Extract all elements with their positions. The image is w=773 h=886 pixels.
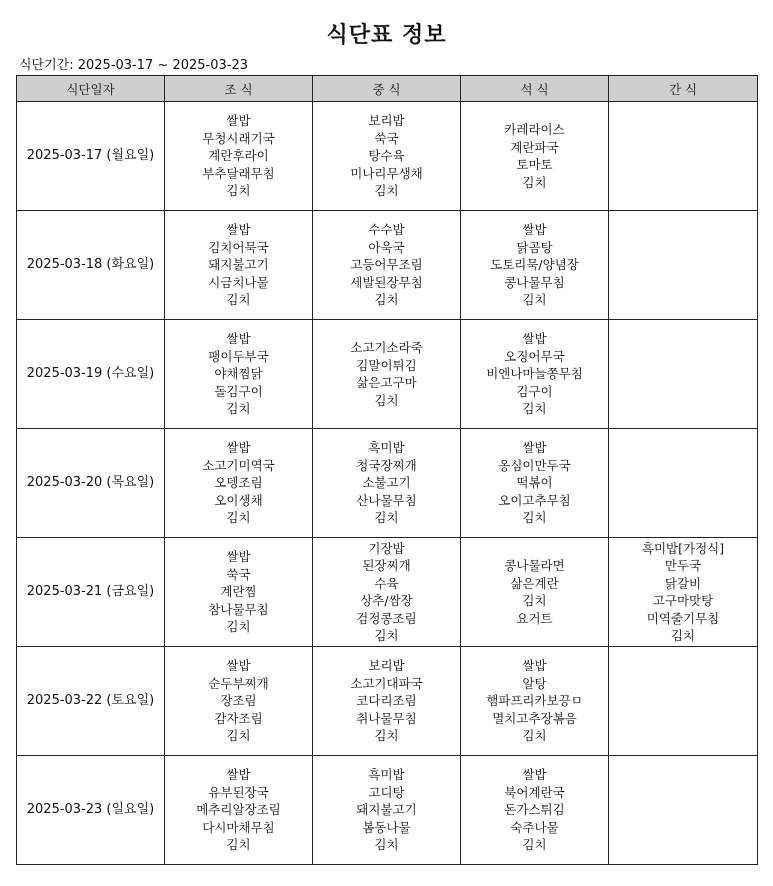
table-header-row (17, 76, 758, 102)
meal-date-cell: 2025-03-17 (월요일) (17, 102, 165, 211)
table-row (17, 429, 758, 538)
menu-item: 시금치나물 (208, 274, 269, 290)
page-title: 식단표 정보 (326, 23, 447, 48)
menu-item: 옹심이만두국 (498, 457, 571, 473)
menu-item: 쌀밥 (226, 440, 251, 456)
menu-item: 소고기미역국 (202, 457, 275, 473)
menu-item: 미나리무생채 (350, 165, 423, 181)
menu-item: 김치 (374, 628, 399, 643)
table-row (17, 756, 758, 865)
meal-date-cell: 2025-03-23 (일요일) (17, 756, 165, 865)
menu-item: 콩나물라면 (504, 558, 565, 573)
menu-item: 쌀밥 (226, 331, 251, 347)
menu-item: 김치 (226, 619, 251, 635)
menu-item: 김치 (374, 392, 399, 408)
menu-item: 세발된장무침 (350, 274, 423, 290)
menu-item: 김치 (226, 292, 251, 308)
snack-cell (609, 429, 758, 538)
menu-item: 쌀밥 (522, 658, 547, 674)
menu-item: 오이생채 (214, 492, 263, 508)
menu-item: 순두부찌개 (208, 675, 269, 691)
breakfast-cell (165, 429, 313, 538)
menu-item: 미역줄기무침 (646, 610, 720, 626)
menu-item: 알탕 (522, 675, 547, 691)
header-breakfast: 조 식 (165, 76, 313, 102)
lunch-cell (313, 211, 461, 320)
menu-item: 김치 (374, 837, 399, 853)
meal-table-body (17, 102, 758, 865)
menu-item: 계란후라이 (208, 148, 269, 164)
snack-cell (609, 320, 758, 429)
breakfast-cell (165, 102, 313, 211)
menu-item: 쌀밥 (522, 767, 547, 783)
meal-date-cell: 2025-03-20 (목요일) (17, 429, 165, 538)
menu-item: 계란찜 (220, 584, 257, 600)
menu-item: 보리밥 (368, 658, 405, 674)
menu-item: 요거트 (516, 610, 553, 626)
menu-item: 팽이두부국 (208, 348, 269, 364)
menu-item: 탕수육 (368, 148, 405, 164)
menu-item: 김치 (374, 183, 399, 199)
menu-item: 도토리묵/양념장 (490, 257, 579, 273)
menu-item: 상추/쌈장 (360, 593, 413, 608)
menu-item: 떡볶이 (516, 475, 553, 491)
lunch-cell (313, 429, 461, 538)
menu-item: 비엔나마늘쫑무침 (486, 366, 583, 382)
snack-cell (609, 756, 758, 865)
menu-item: 계란파국 (510, 139, 559, 155)
menu-item: 흑미밥 (368, 440, 405, 456)
menu-item: 김치 (226, 510, 251, 526)
menu-item: 숙주나물 (510, 819, 559, 835)
menu-item: 흑미밥 (368, 767, 405, 783)
menu-item: 무청시래기국 (202, 130, 275, 146)
menu-item: 김치 (374, 292, 399, 308)
menu-item: 수육 (374, 575, 399, 591)
dinner-cell (461, 211, 609, 320)
menu-item: 참나물무침 (208, 601, 269, 617)
menu-item: 김치 (522, 593, 547, 608)
breakfast-cell (165, 538, 313, 647)
snack-cell (609, 538, 758, 647)
lunch-cell (313, 647, 461, 756)
menu-item: 검정콩조림 (356, 610, 417, 626)
menu-item: 김치 (374, 510, 399, 526)
menu-item: 콩나물무침 (504, 274, 565, 290)
menu-item: 아욱국 (368, 239, 405, 255)
menu-item: 부추달래무침 (202, 165, 275, 181)
meal-date-cell: 2025-03-19 (수요일) (17, 320, 165, 429)
menu-item: 산나물무침 (356, 492, 417, 508)
menu-item: 고등어무조림 (350, 257, 423, 273)
menu-item: 쌀밥 (522, 222, 547, 238)
menu-item: 쌀밥 (522, 440, 547, 456)
menu-item: 삶은계란 (510, 575, 559, 591)
table-row (17, 647, 758, 756)
menu-item: 감자조림 (214, 710, 263, 726)
menu-item: 만두국 (664, 558, 702, 573)
table-row (17, 211, 758, 320)
menu-item: 닭갈비 (664, 575, 702, 591)
menu-item: 쑥국 (374, 130, 399, 146)
menu-item: 취나물무침 (356, 710, 417, 726)
menu-item: 김치 (522, 728, 547, 744)
menu-item: 카레라이스 (504, 122, 565, 137)
meal-table (16, 75, 758, 865)
menu-item: 된장찌개 (362, 558, 411, 573)
menu-item: 돼지불고기 (208, 257, 269, 273)
menu-item: 봄동나물 (362, 819, 411, 835)
menu-item: 돈가스튀김 (504, 802, 565, 818)
menu-item: 멸치고추장볶음 (492, 710, 577, 726)
dinner-cell (461, 756, 609, 865)
menu-item: 햄파프리카보끙ㅁ (486, 693, 583, 709)
menu-item: 고구마맛탕 (652, 593, 714, 608)
meal-date-cell: 2025-03-18 (화요일) (17, 211, 165, 320)
menu-item: 김치 (522, 292, 547, 308)
meal-period: 식단기간: 2025-03-17 ~ 2025-03-23 (19, 58, 249, 73)
menu-item: 쌀밥 (226, 549, 251, 565)
table-row (17, 538, 758, 647)
header-dinner: 석 식 (461, 76, 609, 102)
snack-cell (609, 647, 758, 756)
menu-item: 고디탕 (368, 784, 405, 800)
menu-item: 김치 (522, 174, 547, 190)
menu-item: 소고기대파국 (350, 675, 423, 691)
menu-item: 김치 (522, 837, 547, 853)
dinner-cell (461, 429, 609, 538)
menu-item: 쑥국 (226, 566, 251, 582)
menu-item: 청국장찌개 (356, 457, 417, 473)
breakfast-cell (165, 756, 313, 865)
menu-item: 김치 (522, 510, 547, 526)
menu-item: 장조림 (220, 693, 257, 709)
menu-item: 쌀밥 (522, 331, 547, 347)
menu-item: 오뎅조림 (214, 475, 263, 491)
menu-item: 메추리알장조림 (196, 802, 281, 818)
meal-date-cell: 2025-03-21 (금요일) (17, 538, 165, 647)
menu-item: 소고기소라죽 (350, 340, 423, 355)
menu-item: 김구이 (516, 383, 553, 399)
menu-item: 쌀밥 (226, 767, 251, 783)
menu-item: 북어계란국 (504, 784, 565, 800)
breakfast-cell (165, 320, 313, 429)
menu-item: 야채찜닭 (214, 366, 263, 382)
menu-item: 김치 (226, 401, 251, 417)
menu-item: 오이고추무침 (498, 492, 571, 508)
menu-item: 돌김구이 (214, 383, 263, 399)
menu-item: 다시마채무침 (202, 819, 275, 835)
menu-item: 토마토 (516, 157, 553, 172)
menu-item: 보리밥 (368, 113, 405, 129)
menu-item: 돼지불고기 (356, 802, 417, 818)
meal-date-cell: 2025-03-22 (토요일) (17, 647, 165, 756)
menu-item: 김치 (522, 401, 547, 417)
menu-item: 기장밥 (368, 540, 405, 556)
menu-item: 김치 (670, 628, 696, 643)
menu-item: 쌀밥 (226, 113, 251, 129)
lunch-cell (313, 320, 461, 429)
menu-item: 쌀밥 (226, 222, 251, 238)
menu-item: 오징어무국 (504, 348, 565, 364)
breakfast-cell (165, 647, 313, 756)
menu-item: 삶은고구마 (356, 375, 417, 390)
snack-cell (609, 102, 758, 211)
lunch-cell (313, 538, 461, 647)
menu-item: 유부된장국 (208, 784, 269, 800)
table-row (17, 102, 758, 211)
menu-item: 김치 (226, 728, 251, 744)
lunch-cell (313, 756, 461, 865)
menu-item: 수수밥 (368, 222, 405, 238)
menu-item: 쌀밥 (226, 658, 251, 674)
dinner-cell (461, 647, 609, 756)
menu-item: 김말이튀김 (356, 357, 417, 373)
menu-item: 김치 (226, 837, 251, 853)
breakfast-cell (165, 211, 313, 320)
dinner-cell (461, 102, 609, 211)
menu-item: 김치 (374, 728, 399, 744)
snack-cell (609, 211, 758, 320)
dinner-cell (461, 538, 609, 647)
menu-item: 닭곰탕 (516, 239, 553, 255)
menu-item: 소불고기 (362, 475, 411, 491)
header-date: 식단일자 (17, 76, 165, 102)
menu-item: 흑미밥[가정식] (641, 540, 725, 556)
menu-item: 김치 (226, 183, 251, 199)
menu-item: 김치어묵국 (208, 239, 269, 255)
dinner-cell (461, 320, 609, 429)
table-row (17, 320, 758, 429)
menu-item: 코다리조림 (356, 693, 417, 709)
header-snack: 간 식 (609, 76, 758, 102)
header-lunch: 중 식 (313, 76, 461, 102)
lunch-cell (313, 102, 461, 211)
